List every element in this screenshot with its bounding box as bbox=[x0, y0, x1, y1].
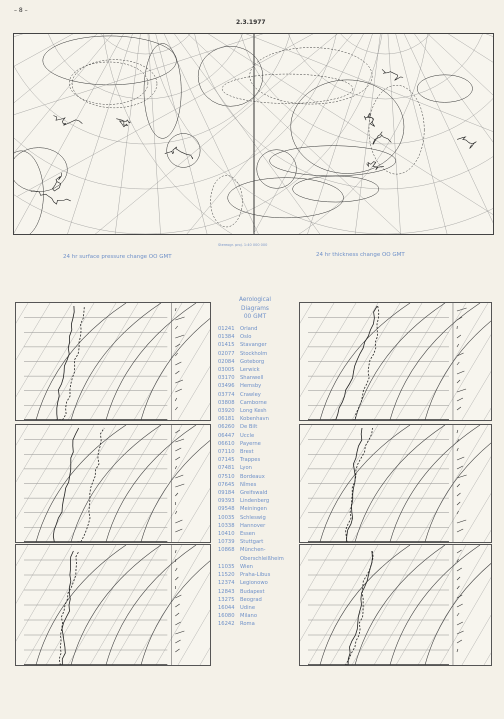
aerological-diagram-right-3 bbox=[299, 544, 492, 666]
station-code: 02077 bbox=[218, 350, 235, 357]
station-name: Crawley bbox=[240, 391, 261, 398]
page-number: – 8 – bbox=[14, 7, 28, 14]
station-row bbox=[218, 415, 308, 423]
station-row bbox=[218, 588, 308, 596]
station-code: 02084 bbox=[218, 358, 235, 365]
thickness-change-caption: 24 hr thickness change OO GMT bbox=[316, 252, 405, 258]
station-name: Kobenhavn bbox=[240, 416, 269, 423]
station-name: Greifswald bbox=[240, 490, 268, 497]
station-row bbox=[218, 571, 308, 579]
station-code bbox=[218, 555, 240, 563]
station-name: Udine bbox=[240, 604, 256, 611]
station-row bbox=[218, 489, 308, 497]
station-code: 07145 bbox=[218, 457, 235, 464]
station-code: 03774 bbox=[218, 391, 235, 398]
station-name: Lerwick bbox=[240, 367, 260, 374]
station-code: 03920 bbox=[218, 408, 235, 415]
station-code: 13275 bbox=[218, 596, 235, 603]
station-name: Shanwell bbox=[240, 375, 264, 382]
station-row bbox=[218, 604, 308, 612]
station-code: 06447 bbox=[218, 432, 235, 439]
aerological-diagram-right-2 bbox=[299, 424, 492, 543]
station-row bbox=[218, 538, 308, 546]
station-name: Long Kesh bbox=[240, 408, 267, 415]
station-code: 16080 bbox=[218, 613, 235, 620]
aerological-diagram-left-1 bbox=[15, 302, 211, 421]
station-code: 16044 bbox=[218, 604, 235, 611]
station-name: Wien bbox=[240, 563, 253, 570]
station-code: 10410 bbox=[218, 531, 235, 538]
station-name: Milano bbox=[240, 613, 257, 620]
station-row bbox=[218, 391, 308, 399]
station-name: Stavanger bbox=[240, 342, 267, 349]
legend-title-line-3: 00 GMT bbox=[243, 314, 267, 320]
station-name: Hannover bbox=[240, 522, 266, 529]
station-name: Oslo bbox=[240, 334, 252, 341]
station-row bbox=[218, 481, 308, 489]
station-name: Stuttgart bbox=[240, 539, 264, 546]
station-row bbox=[218, 374, 308, 382]
station-code: 01384 bbox=[218, 334, 235, 341]
station-code: 11035 bbox=[218, 563, 235, 570]
station-row bbox=[218, 382, 308, 390]
station-row bbox=[218, 473, 308, 481]
station-code: 10868 bbox=[218, 547, 235, 554]
station-row bbox=[218, 440, 308, 448]
station-name: Orland bbox=[240, 326, 258, 332]
station-code: 06260 bbox=[218, 424, 235, 431]
station-name: Meiningen bbox=[240, 506, 267, 513]
station-row bbox=[218, 497, 308, 505]
station-code: 09548 bbox=[218, 506, 235, 513]
station-code: 09184 bbox=[218, 490, 235, 497]
station-name: Hemsby bbox=[240, 383, 262, 390]
station-row bbox=[218, 456, 308, 464]
weather-maps bbox=[13, 33, 494, 235]
surface-pressure-caption: 24 hr surface pressure change OO GMT bbox=[63, 254, 172, 260]
station-code: 07510 bbox=[218, 473, 235, 480]
station-row bbox=[218, 596, 308, 604]
station-name: Payerne bbox=[240, 440, 261, 447]
station-row bbox=[218, 333, 308, 341]
station-row bbox=[218, 579, 308, 587]
station-code: 01415 bbox=[218, 342, 235, 349]
weather-maps-figure bbox=[14, 34, 493, 234]
station-name: Beograd bbox=[240, 596, 262, 603]
station-row bbox=[218, 407, 308, 415]
station-row bbox=[218, 350, 308, 358]
map-scale-note: Stereogr. proj. 1:40 000 000 bbox=[218, 243, 268, 247]
station-name: München- bbox=[240, 547, 266, 554]
station-name: Lyon bbox=[240, 465, 252, 472]
station-name: Stockholm bbox=[240, 350, 268, 357]
page-date: 2.3.1977 bbox=[236, 19, 266, 26]
station-row bbox=[218, 432, 308, 440]
station-row bbox=[218, 530, 308, 538]
station-name: Essen bbox=[240, 531, 256, 538]
aerological-diagram-right-1 bbox=[299, 302, 492, 421]
station-code: 03005 bbox=[218, 367, 235, 374]
station-name: Nîmes bbox=[240, 481, 257, 488]
station-code: 10739 bbox=[218, 539, 235, 546]
aerological-diagram-left-2 bbox=[15, 424, 211, 543]
station-name: Praha-Libus bbox=[240, 572, 271, 579]
station-name: Roma bbox=[240, 621, 255, 628]
station-row bbox=[218, 505, 308, 513]
station-name: Schleswig bbox=[240, 514, 266, 521]
aerological-legend-title bbox=[210, 296, 300, 322]
station-code: 01241 bbox=[218, 326, 235, 332]
station-code: 07110 bbox=[218, 449, 235, 456]
station-code: 06610 bbox=[218, 440, 235, 447]
station-name: Goteborg bbox=[240, 358, 265, 365]
station-code: 10338 bbox=[218, 522, 235, 529]
station-code: 06181 bbox=[218, 416, 235, 423]
station-row bbox=[218, 612, 308, 620]
station-name: Budapest bbox=[240, 588, 265, 595]
station-name: Oberschleißheim bbox=[240, 555, 284, 562]
station-code: 11520 bbox=[218, 572, 235, 579]
station-list bbox=[218, 325, 308, 629]
station-name: De Bilt bbox=[240, 424, 258, 431]
station-row bbox=[218, 325, 308, 333]
station-code: 09393 bbox=[218, 498, 235, 505]
station-name: Camborne bbox=[240, 399, 267, 406]
station-row bbox=[218, 522, 308, 530]
station-row bbox=[218, 464, 308, 472]
station-name: Uccle bbox=[240, 432, 255, 439]
station-code: 12374 bbox=[218, 580, 235, 587]
station-row bbox=[218, 448, 308, 456]
station-code: 16242 bbox=[218, 621, 235, 628]
station-row bbox=[218, 620, 308, 628]
station-code: 03170 bbox=[218, 375, 235, 382]
station-code: 07481 bbox=[218, 465, 235, 472]
station-row bbox=[218, 423, 308, 431]
legend-title-line-1: Aerological bbox=[238, 297, 272, 303]
station-row bbox=[218, 341, 308, 349]
station-name: Lindenberg bbox=[240, 498, 270, 505]
station-row bbox=[218, 546, 308, 554]
station-name: Brest bbox=[240, 449, 254, 456]
station-row bbox=[218, 555, 308, 563]
station-row bbox=[218, 399, 308, 407]
station-row bbox=[218, 366, 308, 374]
station-code: 10035 bbox=[218, 514, 235, 521]
station-code: 07645 bbox=[218, 481, 235, 488]
station-code: 03496 bbox=[218, 383, 235, 390]
station-name: Trappes bbox=[240, 457, 261, 464]
station-name: Bordeaux bbox=[240, 473, 265, 480]
station-code: 12843 bbox=[218, 588, 235, 595]
station-row bbox=[218, 358, 308, 366]
station-row bbox=[218, 514, 308, 522]
aerological-diagram-left-3 bbox=[15, 544, 211, 666]
legend-title-line-2: Diagrams bbox=[241, 305, 269, 312]
station-name: Legionowo bbox=[240, 580, 268, 587]
station-code: 03808 bbox=[218, 399, 235, 406]
station-row bbox=[218, 563, 308, 571]
